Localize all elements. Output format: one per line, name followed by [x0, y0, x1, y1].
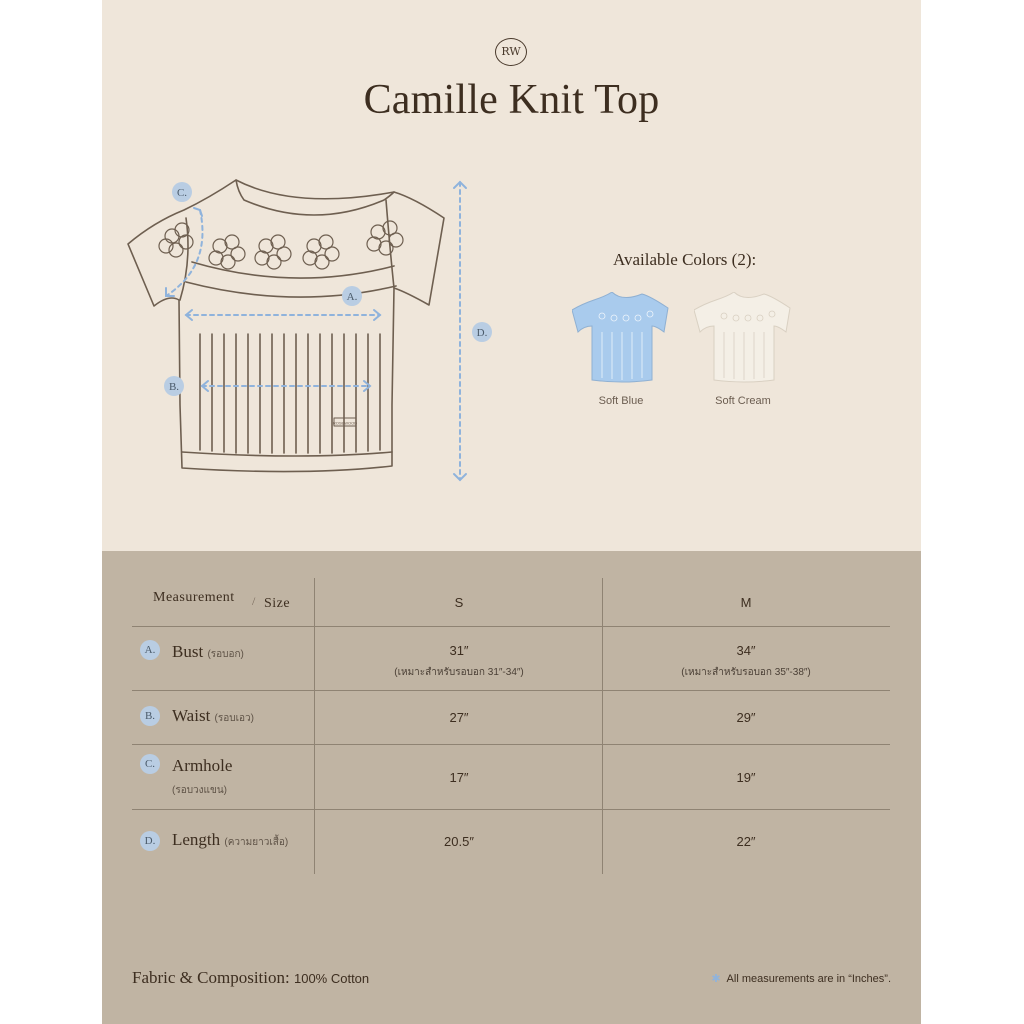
table-row-divider-3: [132, 744, 890, 745]
product-title: Camille Knit Top: [363, 77, 660, 123]
row-thai-waist: (รอบเอว): [214, 713, 254, 724]
label-c: C.: [176, 187, 188, 199]
swatch-soft-cream[interactable]: [694, 292, 794, 388]
table-row-divider-2: [132, 690, 890, 691]
row-label-bust: Bust: [172, 642, 204, 661]
fabric-value: 100% Cotton: [293, 971, 370, 986]
cell-bust-m-note: (เหมาะสำหรับรอบอก 35″-38″): [681, 667, 811, 678]
measurement-note-text: All measurements are in “Inches”.: [726, 973, 891, 985]
table-row-divider-4: [132, 809, 890, 810]
available-colors-heading: Available Colors (2):: [613, 250, 757, 269]
cell-waist-s: 27″: [449, 710, 469, 725]
label-d: D.: [476, 327, 488, 339]
row-name-length: [172, 830, 288, 850]
header-size-s: S: [454, 595, 464, 610]
table-col-divider-1: [314, 578, 315, 874]
asterisk-icon: ✱: [711, 973, 721, 985]
size-chart-card: [102, 0, 921, 1024]
row-label-length: Length: [172, 830, 221, 849]
swatch-label-soft-cream: Soft Cream: [715, 395, 771, 407]
cell-bust-s: 31″: [449, 643, 469, 658]
fabric-label: Fabric & Composition:: [132, 968, 290, 987]
fabric-composition: [132, 968, 369, 988]
row-name-bust: [172, 642, 244, 662]
brand-logo: RW: [495, 38, 527, 66]
cell-bust-m: 34″: [736, 643, 756, 658]
header-size: Size: [264, 596, 291, 611]
swatch-label-soft-blue: Soft Blue: [598, 395, 644, 407]
cell-armhole-s: 17″: [449, 770, 469, 785]
cell-length-s: 20.5″: [444, 834, 474, 849]
cell-armhole-m: 19″: [736, 770, 756, 785]
header-size-m: M: [740, 595, 752, 610]
header-measurement: Measurement: [153, 590, 235, 605]
garment-tag-text: ROSEWOOD: [332, 420, 358, 426]
row-badge-c: C.: [140, 754, 160, 774]
row-label-armhole: Armhole: [172, 756, 233, 775]
header-slash: /: [252, 594, 256, 608]
cell-length-m: 22″: [736, 834, 756, 849]
label-a: A.: [346, 291, 358, 303]
row-badge-a: A.: [140, 640, 160, 660]
table-row-divider-1: [132, 626, 890, 627]
row-badge-d: D.: [140, 831, 160, 851]
measurement-note: [711, 972, 891, 985]
swatch-soft-blue[interactable]: [572, 292, 672, 388]
row-thai-length: (ความยาวเสื้อ): [224, 837, 289, 848]
row-thai-bust: (รอบอก): [207, 649, 244, 660]
cell-waist-m: 29″: [736, 710, 756, 725]
row-label-waist: Waist: [172, 706, 211, 725]
cell-bust-s-note: (เหมาะสำหรับรอบอก 31″-34″): [394, 667, 524, 678]
row-badge-b: B.: [140, 706, 160, 726]
label-b: B.: [168, 381, 180, 393]
row-name-waist: [172, 706, 254, 726]
table-col-divider-2: [602, 578, 603, 874]
row-thai-armhole: (รอบวงแขน): [172, 785, 227, 796]
garment-diagram: [114, 170, 514, 500]
product-header-section: [102, 0, 921, 551]
